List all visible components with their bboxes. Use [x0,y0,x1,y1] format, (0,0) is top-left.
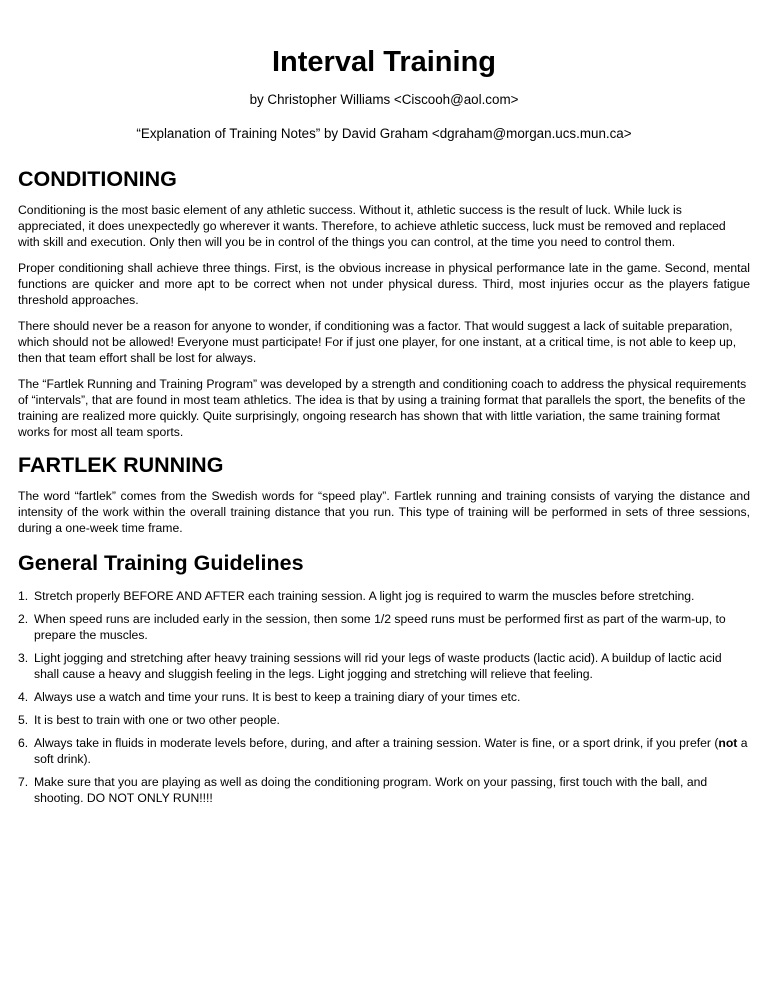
notes-byline: “Explanation of Training Notes” by David Graham <dgraham@morgan.ucs.mun.ca> [136,126,632,141]
list-item-text: Always use a watch and time your runs. It is best to keep a training diary of your times etc. [34,690,521,704]
list-item-text: It is best to train with one or two other people. [34,713,280,727]
list-item-number: 3. [18,651,29,665]
list-item-number: 2. [18,612,29,626]
list-item-number: 5. [18,713,29,727]
list-item [18,588,750,604]
list-item-number: 1. [18,589,29,603]
list-item-text-start: Always take in fluids in moderate levels before, during, and after a training session. Water is fine, or a sport drink, if you prefer ( [34,736,719,750]
list-item-text-bold: not [718,736,738,750]
guidelines-list [18,588,750,806]
author-byline: by Christopher Williams <Ciscooh@aol.com> [249,92,519,107]
list-item [18,774,750,806]
list-item-number: 4. [18,690,29,704]
list-item [18,650,750,682]
list-item [18,712,750,728]
list-item-text: When speed runs are included early in the session, then some 1/2 speed runs must be performed first as part of the warm-up, to prepare the muscles. [34,612,726,642]
conditioning-paragraph-2: Proper conditioning shall achieve three things. First, is the obvious increase in physical performance late in the game. Second, mental functions are quicker and more apt to be correct when not under physical duress. Third, most injuries occur as the players fatigue threshold approaches. [18,261,750,307]
list-item [18,611,750,643]
conditioning-paragraph-1: Conditioning is the most basic element of any athletic success. Without it, athletic success is the result of luck. While luck is appreciated, it does unexpectedly go wherever it wants. Therefore, to achieve athletic success, luck must be removed and replaced with skill and execution. Only then will you be in control of the things you can control, at the time you need to control them. [18,203,726,249]
conditioning-paragraph-3: There should never be a reason for anyone to wonder, if conditioning was a factor. That would suggest a lack of suitable preparation, which should not be allowed! Everyone must participate! For if just one player, for one instant, at a critical time, is not able to keep up, then that team effort shall be lost for always. [18,319,737,365]
list-item-text: Make sure that you are playing as well as doing the conditioning program. Work on your passing, first touch with the ball, and shooting. DO NOT ONLY RUN!!!! [34,775,708,805]
fartlek-paragraph: The word “fartlek” comes from the Swedish words for “speed play”. Fartlek running and training consists of varying the distance and intensity of the work within the overall training distance that you run. This type of training will be performed in sets of three sessions, during a one-week time frame. [18,489,750,535]
document-title: Interval Training [272,46,496,78]
list-item-text-end: a soft drink). [34,736,748,766]
list-item-text: Stretch properly BEFORE AND AFTER each training session. A light jog is required to warm the muscles before stretching. [34,589,695,603]
list-item-number: 7. [18,775,29,789]
conditioning-paragraph-4: The “Fartlek Running and Training Program” was developed by a strength and conditioning coach to address the physical requirements of “intervals”, that are found in most team athletics. The idea is that by using a training format that parallels the sport, the benefits of the training are realized more quickly. Quite surprisingly, ongoing research has shown that with little variation, the same training format works for most all team sports. [18,377,747,439]
section-heading-fartlek: FARTLEK RUNNING [18,453,224,477]
list-item-text: Light jogging and stretching after heavy training sessions will rid your legs of waste products (lactic acid). A buildup of lactic acid shall cause a heavy and sluggish feeling in the legs. Light jogging and stretching will relieve that feeling. [34,651,722,681]
section-heading-conditioning: CONDITIONING [18,167,177,191]
list-item [18,689,750,705]
section-heading-guidelines: General Training Guidelines [18,551,304,575]
list-item [18,735,750,767]
list-item-number: 6. [18,736,29,750]
